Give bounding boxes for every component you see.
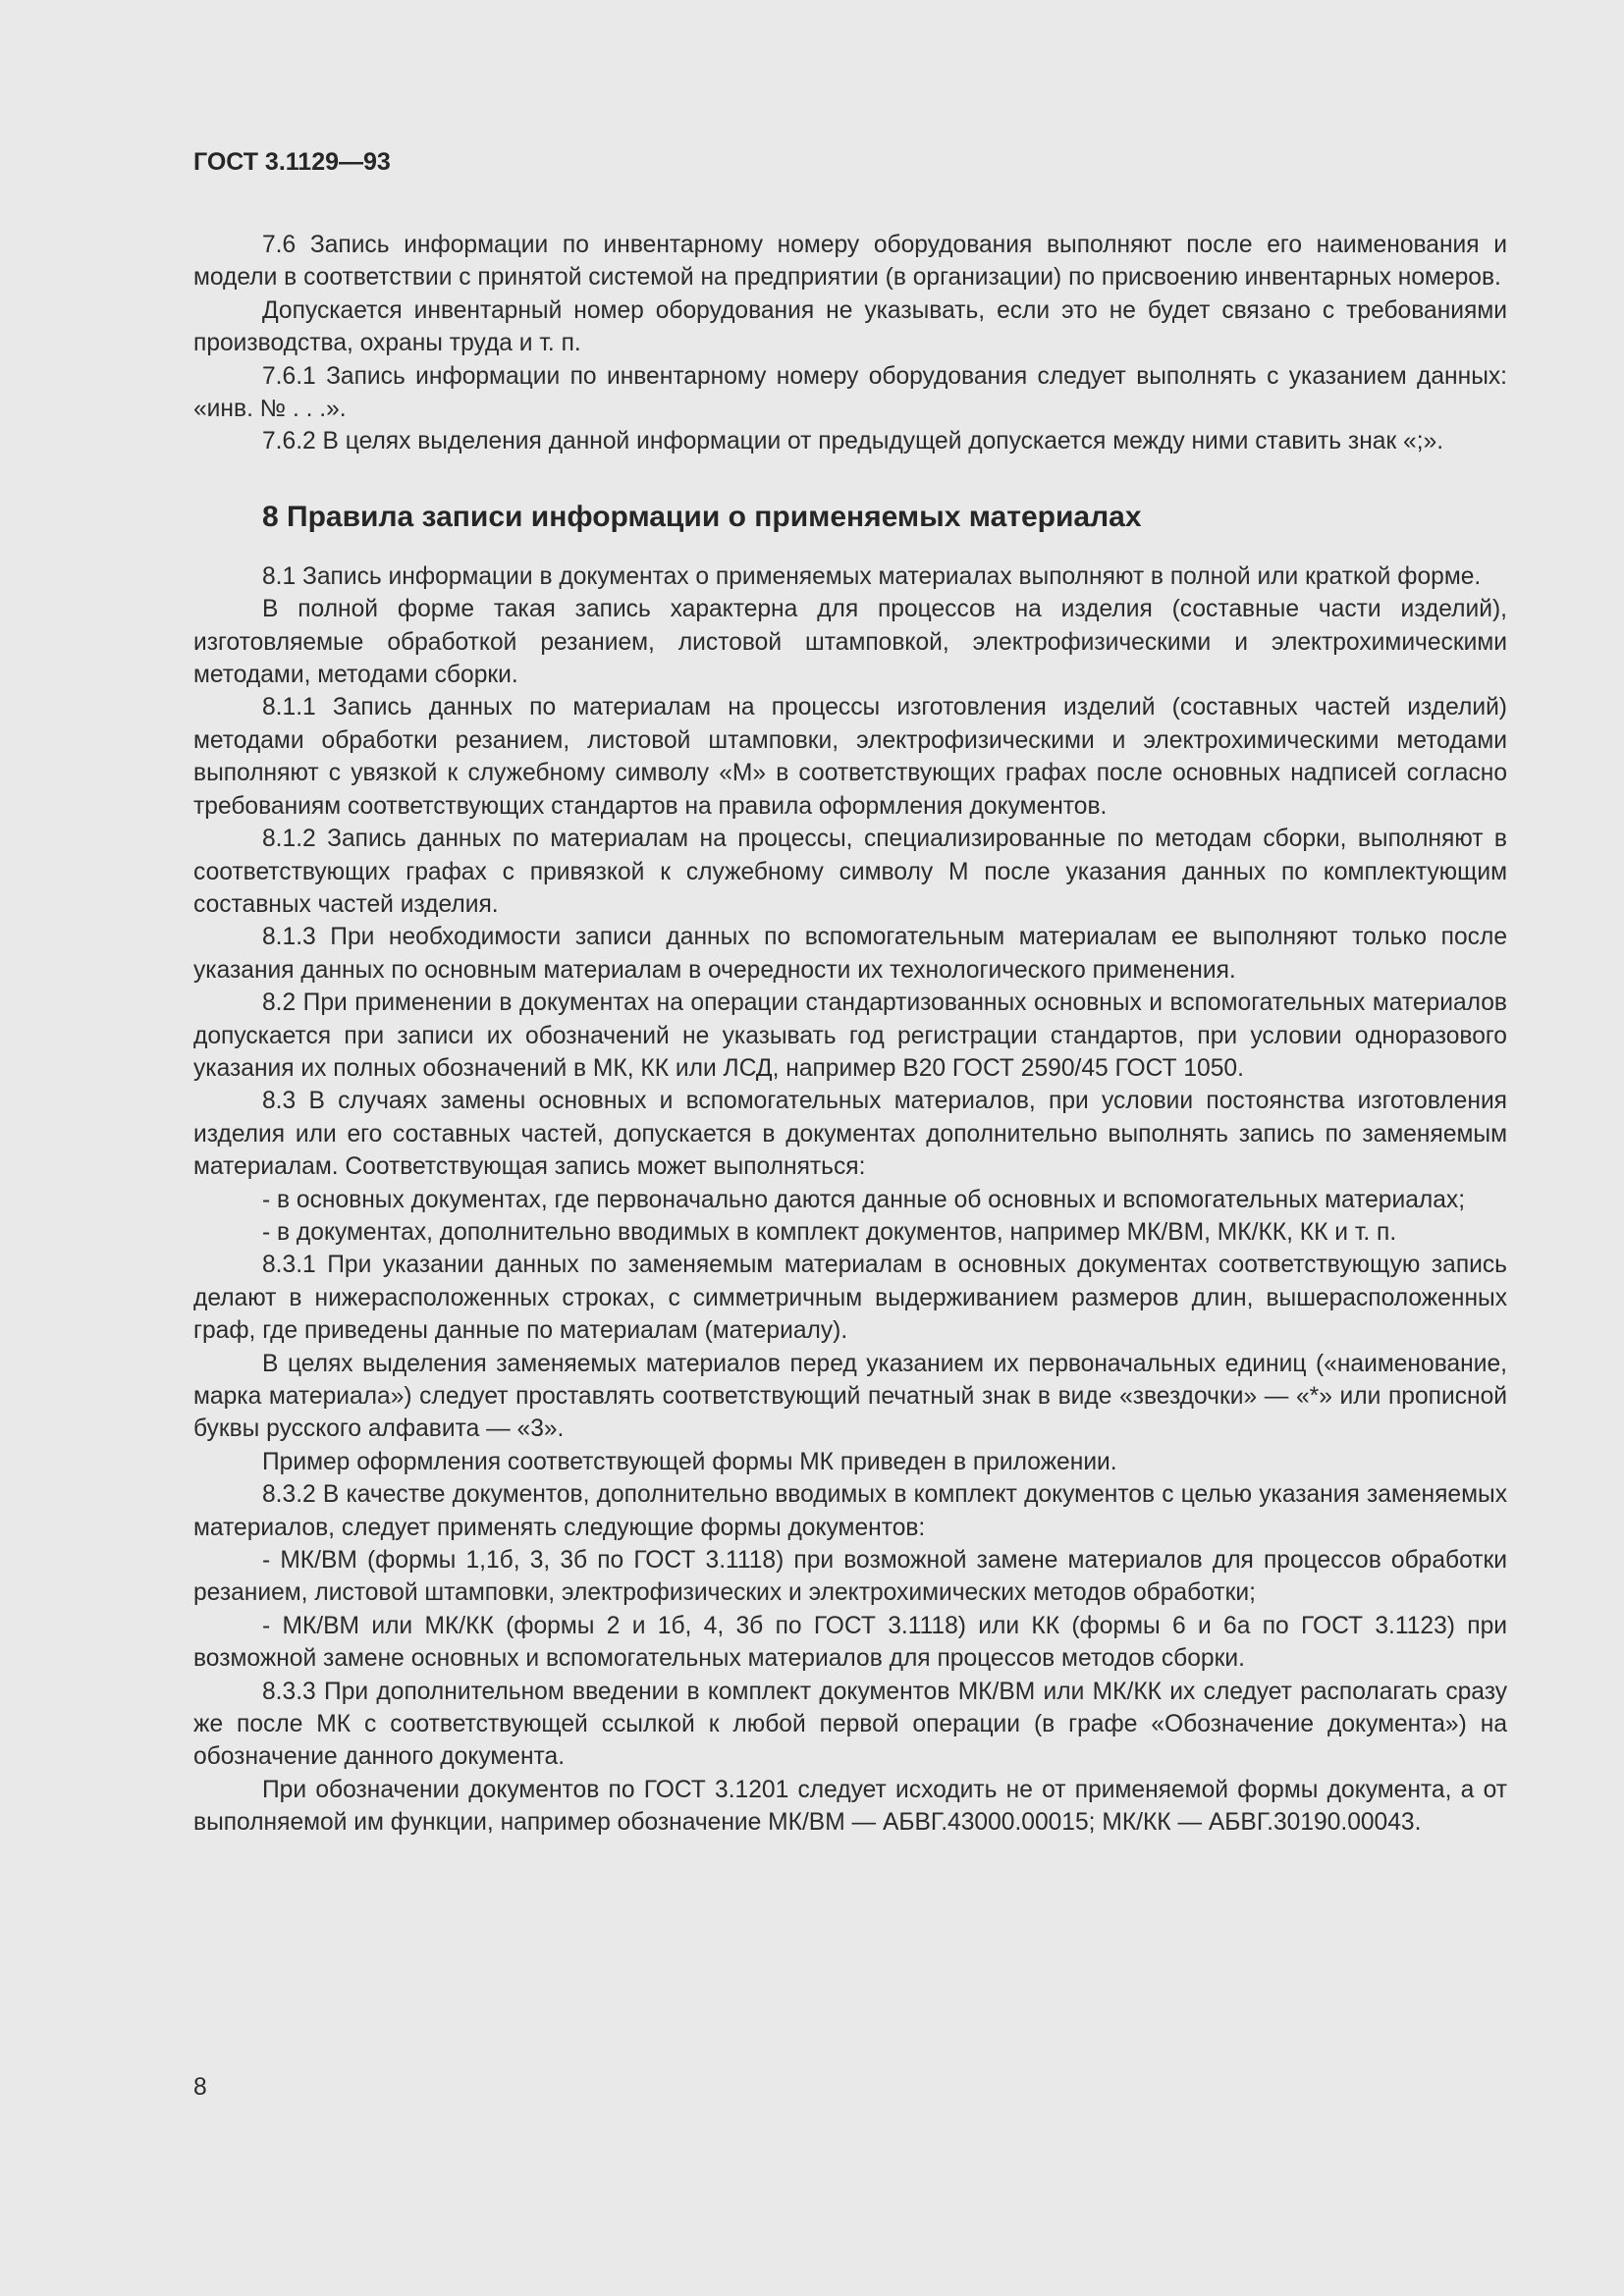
paragraph-8-1-1: 8.1.1 Запись данных по материалам на процессы изготовления изделий (составных частей изделий) методами обработки резанием, листовой штамповки, электрофизическими и электрохимическими методами выполняют с увязкой к служебному символу «М» в соответствующих графах после основных надписей согласно требованиям соответствующих стандартов на правила оформления документов. bbox=[193, 694, 1507, 820]
paragraph-8-3-1-example: Пример оформления соответствующей формы МК приведен в приложении. bbox=[262, 1448, 1117, 1475]
paragraph-8-3-3-designation: При обозначении документов по ГОСТ 3.1201 следует исходить не от применяемой формы документа, а от выполняемой им функции, например обозначение МК/ВМ — АБВГ.43000.00015; МК/КК — АБВГ.30190.00043. bbox=[193, 1776, 1507, 1837]
paragraph-8-1-3: 8.1.3 При необходимости записи данных по вспомогательным материалам ее выполняют только после указания данных по основным материалам в очередности их технологического применения. bbox=[193, 924, 1507, 984]
list-item-mk-kk: - МК/ВМ или МК/КК (формы 2 и 1б, 4, 3б по ГОСТ 3.1118) или КК (формы 6 и 6а по ГОСТ 3.1123) при возможной замене основных и вспомогательных материалов для процессов методов сборки. bbox=[193, 1612, 1507, 1673]
paragraph-8-1: 8.1 Запись информации в документах о применяемых материалах выполняют в полной или краткой форме. bbox=[262, 562, 1482, 590]
paragraph-8-3-2: 8.3.2 В качестве документов, дополнительно вводимых в комплект документов с целью указания заменяемых материалов, следует применять следующие формы документов: bbox=[193, 1481, 1507, 1541]
list-item-mk-vm: - МК/ВМ (формы 1,1б, 3, 3б по ГОСТ 3.1118) при возможной замене материалов для процессов обработки резанием, листовой штамповки, электрофизических и электрохимических методов обработки; bbox=[193, 1547, 1507, 1607]
section-8-body bbox=[193, 561, 1507, 1840]
document-page bbox=[193, 145, 1507, 1840]
paragraph-8-3: 8.3 В случаях замены основных и вспомогательных материалов, при условии постоянства изготовления изделия или его составных частей, допускается в документах дополнительно выполнять запись по заменяемым материалам. Соответствующая запись может выполняться: bbox=[193, 1088, 1507, 1181]
document-header: ГОСТ 3.1129—93 bbox=[193, 148, 391, 176]
paragraph-8-2: 8.2 При применении в документах на операции стандартизованных основных и вспомогательных материалов допускается при записи их обозначений не указывать год регистрации стандартов, при условии одноразового указания их полных обозначений в МК, КК или ЛСД, например В20 ГОСТ 2590/45 ГОСТ 1050. bbox=[193, 989, 1507, 1082]
paragraph-7-6-note: Допускается инвентарный номер оборудования не указывать, если это не будет связано с требованиями производства, охраны труда и т. п. bbox=[193, 296, 1507, 357]
paragraph-7-6-2: 7.6.2 В целях выделения данной информации от предыдущей допускается между ними ставить знак «;». bbox=[262, 428, 1444, 455]
paragraph-8-1-2: 8.1.2 Запись данных по материалам на процессы, специализированные по методам сборки, выполняют в соответствующих графах с привязкой к служебному символу М после указания данных по комплектующим составных частей изделия. bbox=[193, 826, 1507, 918]
paragraph-7-6: 7.6 Запись информации по инвентарному номеру оборудования выполняют после его наименования и модели в соответствии с принятой системой на предприятии (в организации) по присвоению инвентарных номеров. bbox=[193, 232, 1507, 292]
paragraph-8-3-1: 8.3.1 При указании данных по заменяемым материалам в основных документах соответствующую запись делают в нижерасположенных строках, с симметричным выдерживанием размеров длин, вышерасположенных граф, где приведены данные по материалам (материалу). bbox=[193, 1252, 1507, 1345]
section-8-title: 8 Правила записи информации о применяемых материалах bbox=[262, 500, 1142, 533]
paragraph-8-1-full-form: В полной форме такая запись характерна для процессов на изделия (составные части изделий), изготовляемые обработкой резанием, листовой штамповкой, электрофизическими и электрохимическими методами, методами сборки. bbox=[193, 596, 1507, 689]
page-number: 8 bbox=[193, 2074, 207, 2101]
paragraph-8-3-3: 8.3.3 При дополнительном введении в комплект документов МК/ВМ или МК/КК их следует располагать сразу же после МК с соответствующей ссылкой к любой первой операции (в графе «Обозначение документа») на обозначение данного документа. bbox=[193, 1678, 1507, 1771]
paragraph-7-6-1: 7.6.1 Запись информации по инвентарному номеру оборудования следует выполнять с указанием данных: «инв. № . . .». bbox=[193, 362, 1507, 423]
paragraph-8-3-1-marking: В целях выделения заменяемых материалов перед указанием их первоначальных единиц («наименование, марка материала») следует проставлять соответствующий печатный знак в виде «звездочки» — «*» или прописной буквы русского алфавита — «3». bbox=[193, 1350, 1507, 1443]
list-item-additional-documents: - в документах, дополнительно вводимых в комплект документов, например МК/ВМ, МК/КК, КК и т. п. bbox=[262, 1218, 1397, 1246]
section-7-6-block bbox=[193, 229, 1507, 458]
list-item-main-documents: - в основных документах, где первоначально даются данные об основных и вспомогательных материалах; bbox=[262, 1186, 1466, 1213]
